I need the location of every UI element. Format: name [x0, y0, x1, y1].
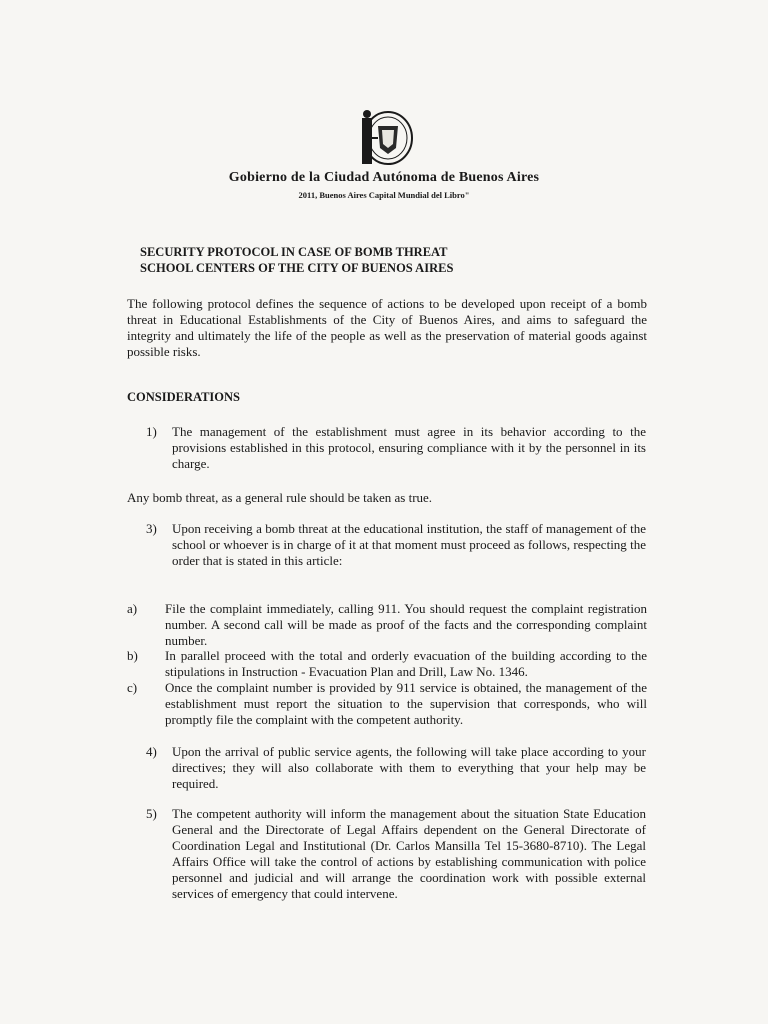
intro-paragraph: The following protocol defines the sequence of actions to be developed upon receipt of a bomb threat in Educational Establishments of the City of Buenos Aires, and aims to safeguard the integrity and ultimately the life of the people as well as the preservation of material goods against possible risks.: [127, 296, 647, 359]
item-number: 5): [146, 806, 157, 821]
item-number: c): [127, 680, 138, 695]
government-seal-logo: [356, 108, 416, 170]
consideration-item-4: [146, 744, 646, 792]
title-line-2: SCHOOL CENTERS OF THE CITY OF BUENOS AIRES: [140, 261, 454, 275]
item-number: 4): [146, 744, 157, 759]
document-title: [140, 244, 660, 276]
subitem-b: [127, 648, 647, 680]
subitem-c: [127, 680, 647, 728]
item-text: Upon receiving a bomb threat at the educational institution, the staff of management of the school or whoever is in charge of it at that moment must proceed as follows, respecting the order that is stated in this article:: [172, 521, 646, 568]
item-text: Once the complaint number is provided by 911 service is obtained, the management of the establishment must report the situation to the supervision that corresponds, who will promptly file the complaint with the competent authority.: [165, 680, 647, 727]
item-text: File the complaint immediately, calling 911. You should request the complaint registration number. A second call will be made as proof of the facts and the corresponding complaint number.: [165, 601, 647, 648]
general-rule-text: Any bomb threat, as a general rule should be taken as true.: [127, 490, 433, 505]
item-text: The management of the establishment must agree in its behavior according to the provisions established in this protocol, ensuring compliance with it by the personnel in its charge.: [172, 424, 646, 471]
document-header: [0, 170, 768, 200]
consideration-item-3: [146, 521, 646, 569]
item-number: a): [127, 601, 138, 616]
year-motto: 2011, Buenos Aires Capital Mundial del Libro": [298, 190, 470, 200]
considerations-heading: CONSIDERATIONS: [127, 390, 240, 404]
item-number: 3): [146, 521, 157, 536]
general-rule: [127, 490, 647, 506]
subitem-a: [127, 601, 647, 649]
item-text: In parallel proceed with the total and orderly evacuation of the building according to the stipulations in Instruction - Evacuation Plan and Drill, Law No. 1346.: [165, 648, 647, 679]
consideration-item-1: [146, 424, 646, 472]
item-number: b): [127, 648, 138, 663]
consideration-item-5: [146, 806, 646, 902]
item-text: The competent authority will inform the management about the situation State Education General and the Directorate of Legal Affairs dependent on the General Directorate of Coordination Legal and Institutional (Dr. Carlos Mansilla Tel 15-3680-8710). The Legal Affairs Office will take the control of actions by establishing communication with police personnel and judicial and will arrange the coordination work with possible external services of emergency that could intervene.: [172, 806, 646, 901]
item-number: 1): [146, 424, 157, 439]
government-name: Gobierno de la Ciudad Autónoma de Buenos Aires: [228, 170, 540, 185]
title-line-1: SECURITY PROTOCOL IN CASE OF BOMB THREAT: [140, 245, 448, 259]
item-text: Upon the arrival of public service agents, the following will take place according to your directives; they will also collaborate with them to everything that your help may be required.: [172, 744, 646, 791]
